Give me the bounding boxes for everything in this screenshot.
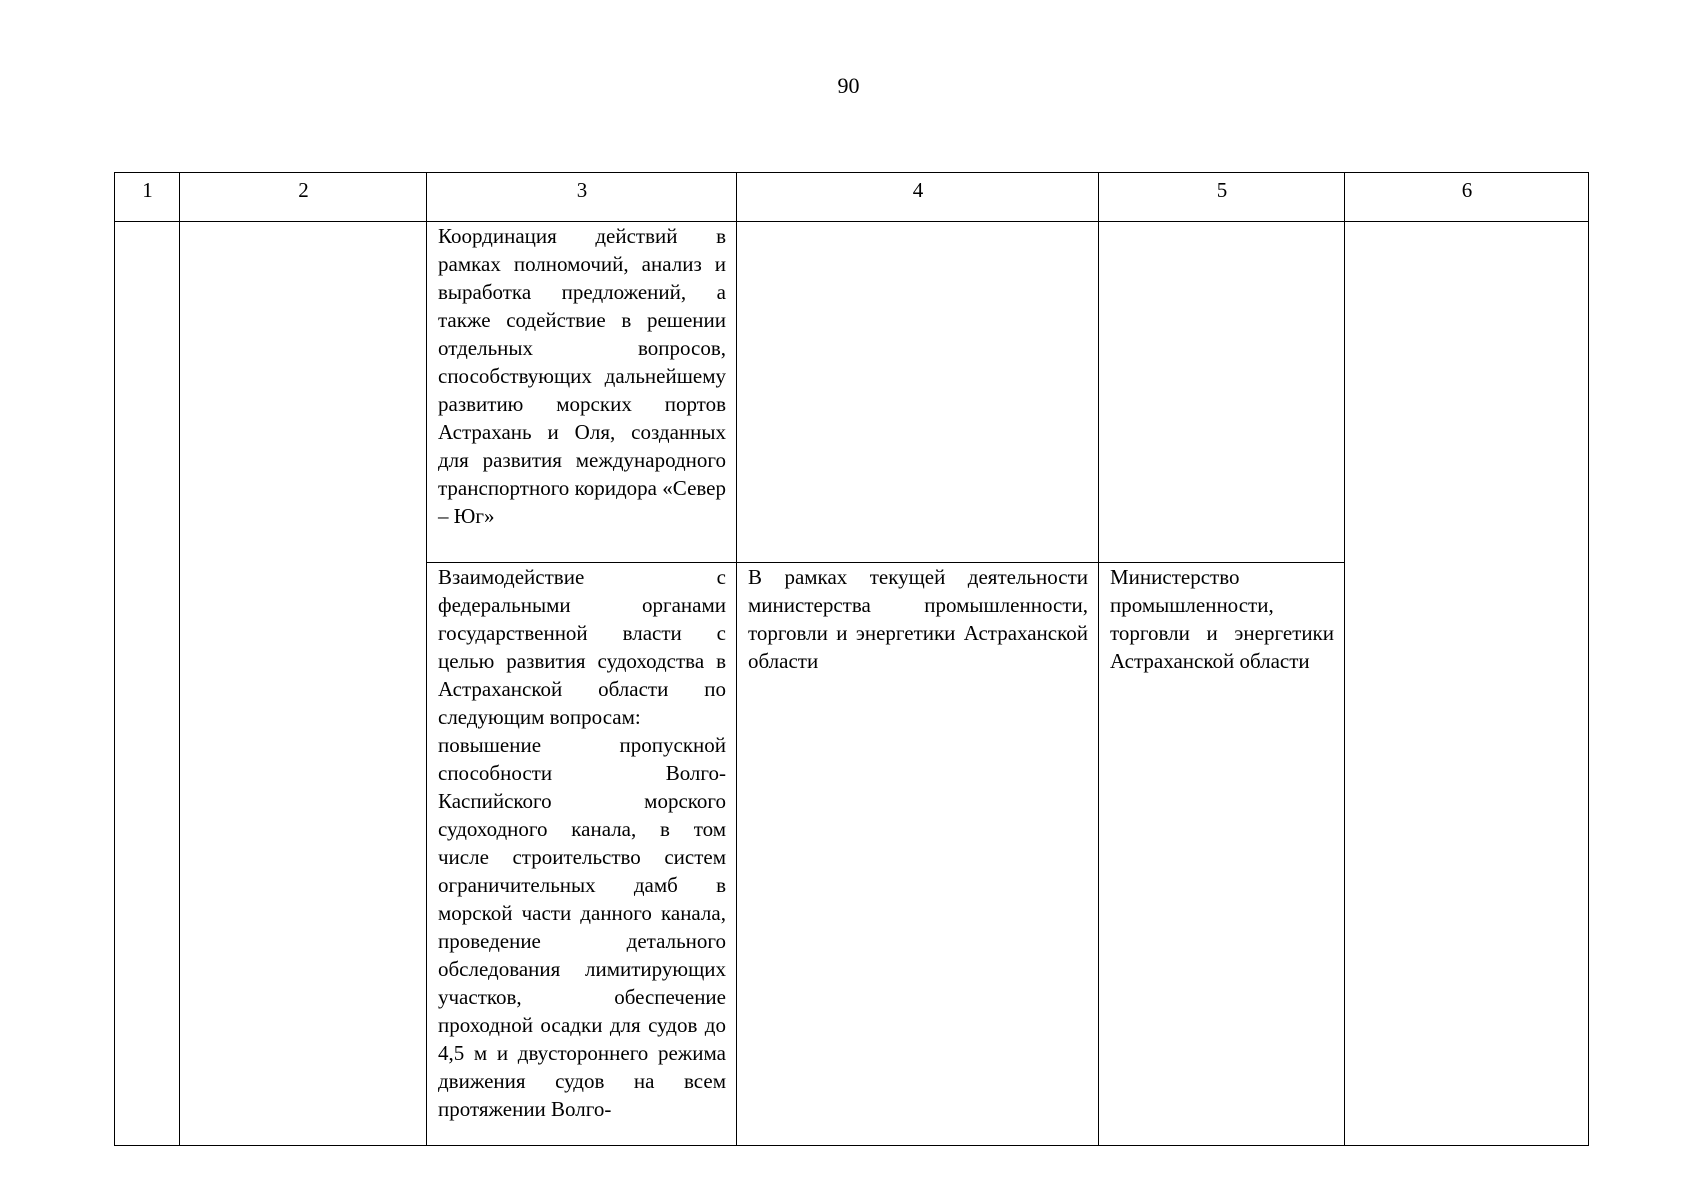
implementation-cell [737,563,1099,1146]
measure-interaction-continuation: повышение пропускной способности Волго-Каспийского морского судоходного канала, в том числе строительство систем ограничительных дамб в морской части данного канала, проведение детального обследования лимитирующих участков, обеспечение проходной осадки для судов до 4,5 м и двустороннего режима движения судов на всем протяжении Волго- [438,733,726,1121]
responsible-cell [1099,563,1345,1146]
measure-coordination-cell [427,222,737,563]
cell-col4-row1 [737,222,1099,563]
header-cell-1: 1 [115,173,180,222]
header-cell-5: 5 [1099,173,1345,222]
table-header-row [115,173,1589,222]
cell-col5-row1 [1099,222,1345,563]
measure-interaction-cell [427,563,737,1146]
cell-col6 [1345,222,1589,1146]
table-row [115,222,1589,563]
header-cell-3: 3 [427,173,737,222]
cell-col1 [115,222,180,1146]
implementation-text: В рамках текущей деятельности министерства промышленности, торговли и энергетики Астраханской области [748,565,1088,673]
measure-coordination-text: Координация действий в рамках полномочий, анализ и выработка предложений, а также содействие в решении отдельных вопросов, способствующих дальнейшему развитию морских портов Астрахань и Оля, созданных для развития международного транспортного коридора «Север – Юг» [438,224,726,528]
header-cell-4: 4 [737,173,1099,222]
measures-table [114,172,1589,1146]
cell-col2 [180,222,427,1146]
header-cell-6: 6 [1345,173,1589,222]
header-cell-2: 2 [180,173,427,222]
measure-interaction-text: Взаимодействие с федеральными органами государственной власти с целью развития судоходства в Астраханской области по следующим вопросам: [438,565,726,729]
page-number: 90 [837,73,860,98]
responsible-text: Министерство промышленности, торговли и энергетики Астраханской области [1110,565,1334,673]
